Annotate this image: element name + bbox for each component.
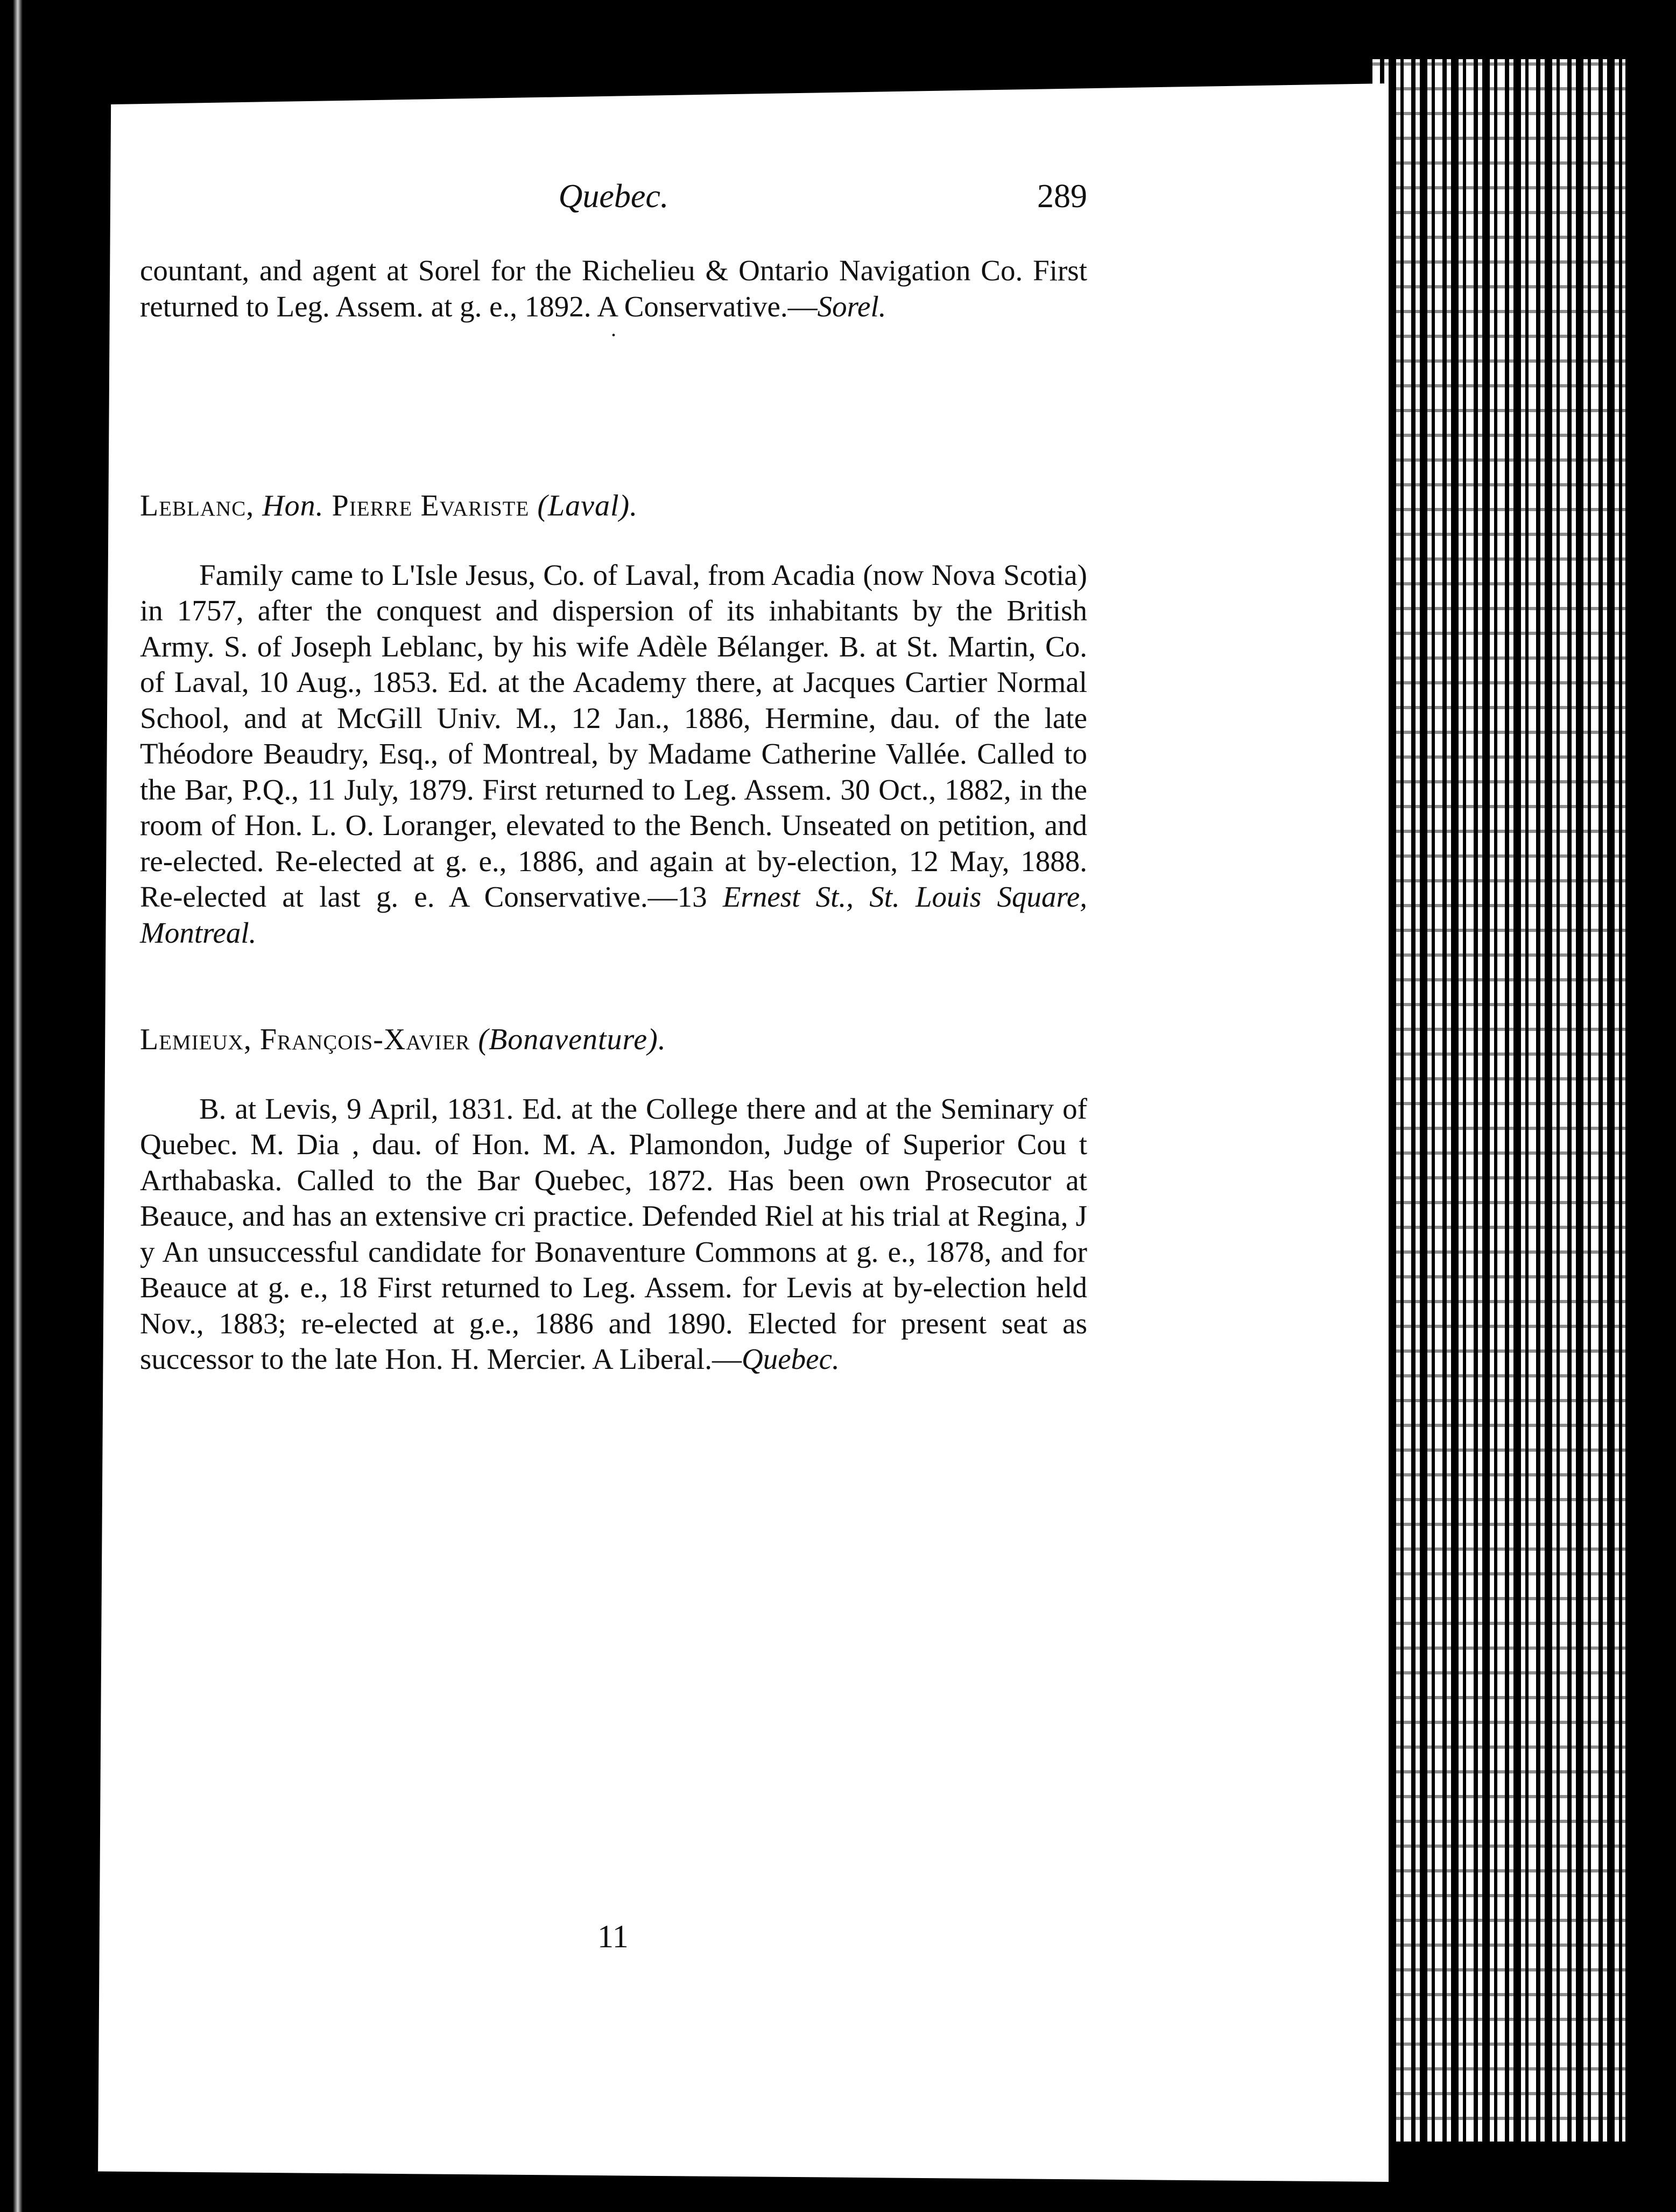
entry-body-text: B. at Levis, 9 April, 1831. Ed. at the College there and at the Seminary of Quebec. M. Dia , dau. of Hon. M. A. Plamondon, Judge of Superior Cou t Arthabaska. Called to the Bar Quebec, 1872. Has been own Prosecutor at Beauce, and has an extensive cri practice. Defended Riel at his trial at Regina, J y An unsuccessful candidate for Bonaventure Commons at g. e., 1878, and for Beauce at g. e., 18 First returned to Leg. Assem. for Levis at by-election held Nov., 1883; re-elected at g.e., 1886 and 1890. Elected for present seat as successor to the late Hon. H. Mercier. A Liberal.—	[140, 1092, 1087, 1375]
entry-given-names: Pierre Evariste	[332, 489, 530, 522]
section-divider: ·	[610, 323, 617, 347]
running-head: Quebec.	[558, 178, 669, 215]
printer-signature: 11	[597, 1919, 629, 1954]
continued-entry	[140, 253, 1087, 324]
entry-body-leblanc	[140, 557, 1087, 951]
continued-entry-text: countant, and agent at Sorel for the Richelieu & Ontario Navigation Co. First returned to Leg. Assem. at g. e., 1892. A Conservative.—	[140, 254, 1087, 323]
entry-title: Hon.	[262, 489, 324, 522]
continued-entry-address: Sorel.	[817, 289, 886, 323]
page-number: 289	[1037, 178, 1087, 215]
entry-surname: Leblanc,	[140, 489, 255, 522]
entry-riding: (Bonaventure).	[478, 1023, 666, 1056]
entry-body-text: Family came to L'Isle Jesus, Co. of Laval, from Acadia (now Nova Scotia) in 1757, after the conquest and dispersion of its inhabitants by the British Army. S. of Joseph Leblanc, by his wife Adèle Bélanger. B. at St. Martin, Co. of Laval, 10 Aug., 1853. Ed. at the Academy there, at Jacques Cartier Normal School, and at McGill Univ. M., 12 Jan., 1886, Hermine, dau. of the late Théodore Beaudry, Esq., of Montreal, by Madame Catherine Vallée. Called to the Bar, P.Q., 11 July, 1879. First returned to Leg. Assem. 30 Oct., 1882, in the room of Hon. L. O. Loranger, elevated to the Bench. Unseated on petition, and re-elected. Re-elected at g. e., 1886, and again at by-election, 12 May, 1888. Re-elected at last g. e. A Conservative.—13	[140, 558, 1087, 913]
entry-heading-leblanc	[140, 488, 1087, 524]
entry-riding: (Laval).	[537, 489, 638, 522]
entry-heading-lemieux	[140, 1022, 1087, 1058]
page-header	[140, 178, 1087, 221]
page-body	[140, 253, 1087, 1377]
entry-address: Ernest St., St. Louis Square, Montreal.	[140, 880, 1087, 949]
entry-given-names: François-Xavier	[259, 1023, 470, 1056]
entry-address: Quebec.	[742, 1342, 840, 1375]
book-page-edges	[1372, 59, 1625, 2142]
scan-left-edge	[0, 0, 32, 2212]
entry-body-lemieux	[140, 1091, 1087, 1377]
entry-surname: Lemieux,	[140, 1023, 252, 1056]
